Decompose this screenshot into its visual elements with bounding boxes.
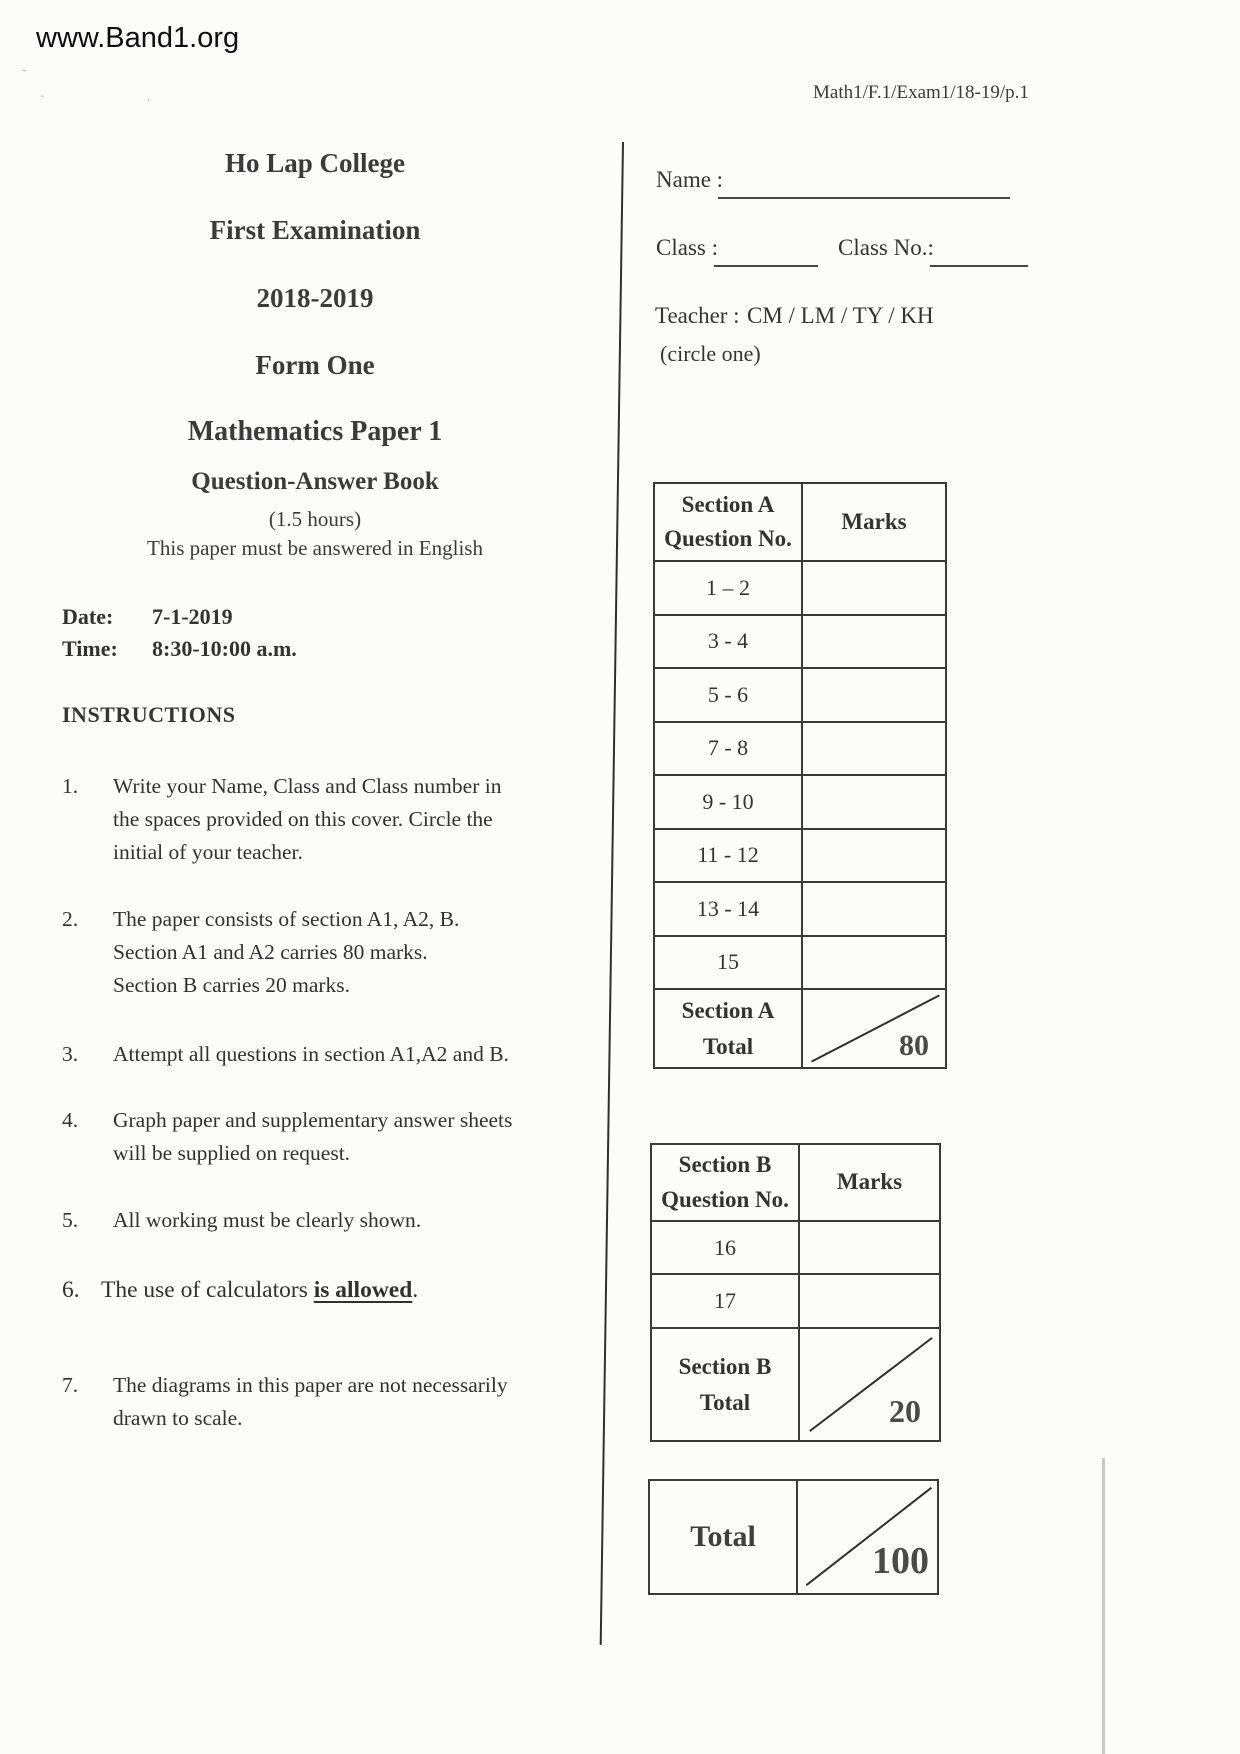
marks-blank-cell: [801, 881, 945, 935]
class-blank-line: [714, 265, 818, 267]
section-a-total-label: Section A Total: [655, 988, 801, 1067]
book-title: Question-Answer Book: [191, 468, 439, 495]
time-label: Time:: [62, 636, 118, 661]
scan-speck: ·: [40, 90, 45, 105]
time-value: 8:30-10:00 a.m.: [152, 636, 297, 661]
emphasis-underlined: is allowed: [313, 1277, 413, 1303]
language-note: This paper must be answered in English: [147, 536, 483, 560]
instruction-text: [101, 1274, 577, 1307]
teacher-label: Teacher :: [655, 303, 740, 328]
marks-blank-cell: [801, 721, 945, 775]
marks-blank-cell: [798, 1220, 939, 1273]
instruction-number: 4.: [62, 1108, 79, 1132]
question-range-cell: 11 - 12: [655, 828, 801, 882]
instruction-text: The paper consists of section A1, A2, B. Section A1 and A2 carries 80 marks. Section B carries 20 marks.: [113, 907, 460, 997]
section-a-marks-table: [653, 482, 947, 1069]
instruction-text: Attempt all questions in section A1,A2 and B.: [113, 1042, 509, 1066]
section-b-total-marks: 20: [889, 1393, 921, 1429]
exam-title: First Examination: [209, 215, 421, 245]
instruction-item-4: [62, 1104, 577, 1170]
question-range-cell: 9 - 10: [655, 774, 801, 828]
site-watermark: www.Band1.org: [36, 22, 240, 54]
instruction-text: All working must be clearly shown.: [113, 1208, 422, 1232]
instruction-text-prefix: The use of calculators: [101, 1277, 314, 1303]
section-b-marks-header: Marks: [798, 1145, 939, 1220]
section-a-question-header: Section A Question No.: [664, 491, 792, 551]
scan-edge-artifact: [1102, 1458, 1105, 1754]
class-no-label: Class No.:: [838, 235, 934, 260]
instruction-number: 2.: [62, 907, 79, 931]
instruction-text: The diagrams in this paper are not necessarily drawn to scale.: [113, 1373, 508, 1430]
instruction-item-1: [62, 770, 577, 869]
instruction-item-7: [62, 1369, 577, 1435]
section-a-marks-header: Marks: [801, 484, 945, 560]
instruction-number: 3.: [62, 1042, 79, 1066]
question-range-cell: 3 - 4: [655, 614, 801, 668]
time-row: [62, 636, 297, 662]
question-range-cell: 5 - 6: [655, 667, 801, 721]
date-row: [62, 604, 233, 630]
section-b-question-header: Section B Question No.: [661, 1152, 789, 1212]
date-value: 7-1-2019: [152, 604, 233, 629]
teacher-options: CM / LM / TY / KH: [747, 303, 934, 328]
exam-year: 2018-2019: [256, 283, 374, 313]
class-label: Class :: [656, 235, 718, 260]
grand-total-cell: [796, 1481, 937, 1593]
instruction-item-3: [62, 1038, 577, 1071]
marks-blank-cell: [798, 1273, 939, 1327]
instruction-number: 6.: [62, 1277, 80, 1303]
instruction-item-6: [62, 1274, 577, 1307]
date-label: Date:: [62, 604, 114, 629]
marks-blank-cell: [801, 614, 945, 668]
instruction-number: 5.: [62, 1208, 79, 1232]
name-blank-line: [718, 197, 1010, 199]
grand-total-table: [648, 1479, 939, 1595]
instruction-text: Graph paper and supplementary answer sheets will be supplied on request.: [113, 1108, 513, 1165]
instruction-number: 7.: [62, 1373, 79, 1397]
name-label: Name :: [656, 167, 724, 192]
scan-speck: ˷: [22, 58, 27, 73]
marks-blank-cell: [801, 667, 945, 721]
instruction-item-5: [62, 1204, 577, 1237]
instruction-item-2: [62, 903, 577, 1002]
marks-blank-cell: [801, 828, 945, 882]
question-range-cell: 17: [652, 1273, 798, 1327]
paper-reference-code: Math1/F.1/Exam1/18-19/p.1: [813, 82, 1029, 103]
grand-total-label: Total: [690, 1520, 756, 1553]
question-range-cell: 16: [652, 1220, 798, 1273]
instruction-text: Write your Name, Class and Class number in the spaces provided on this cover. Circle the initial of your teacher.: [113, 774, 502, 864]
question-range-cell: 15: [655, 935, 801, 989]
column-divider-line: [600, 142, 624, 1645]
school-name: Ho Lap College: [225, 148, 405, 178]
instruction-text-suffix: .: [412, 1277, 419, 1303]
marks-blank-cell: [801, 560, 945, 614]
question-range-cell: 7 - 8: [655, 721, 801, 775]
teacher-circle-note: (circle one): [660, 341, 761, 366]
question-range-cell: 13 - 14: [655, 881, 801, 935]
exam-duration: (1.5 hours): [268, 507, 362, 531]
section-b-total-label: Section B Total: [652, 1327, 798, 1440]
section-a-total-marks: 80: [899, 1029, 929, 1062]
instructions-heading: INSTRUCTIONS: [62, 702, 236, 727]
section-b-total-cell: [798, 1327, 939, 1440]
marks-blank-cell: [801, 935, 945, 989]
paper-title: Mathematics Paper 1: [187, 416, 443, 447]
class-no-blank-line: [930, 265, 1028, 267]
form-level: Form One: [255, 350, 375, 380]
section-a-total-cell: [801, 988, 945, 1067]
section-b-marks-table: [650, 1143, 941, 1442]
grand-total-marks: 100: [872, 1540, 929, 1582]
instruction-number: 1.: [62, 774, 79, 798]
scan-speck: ·: [146, 94, 151, 109]
marks-blank-cell: [801, 774, 945, 828]
question-range-cell: 1 – 2: [655, 560, 801, 614]
